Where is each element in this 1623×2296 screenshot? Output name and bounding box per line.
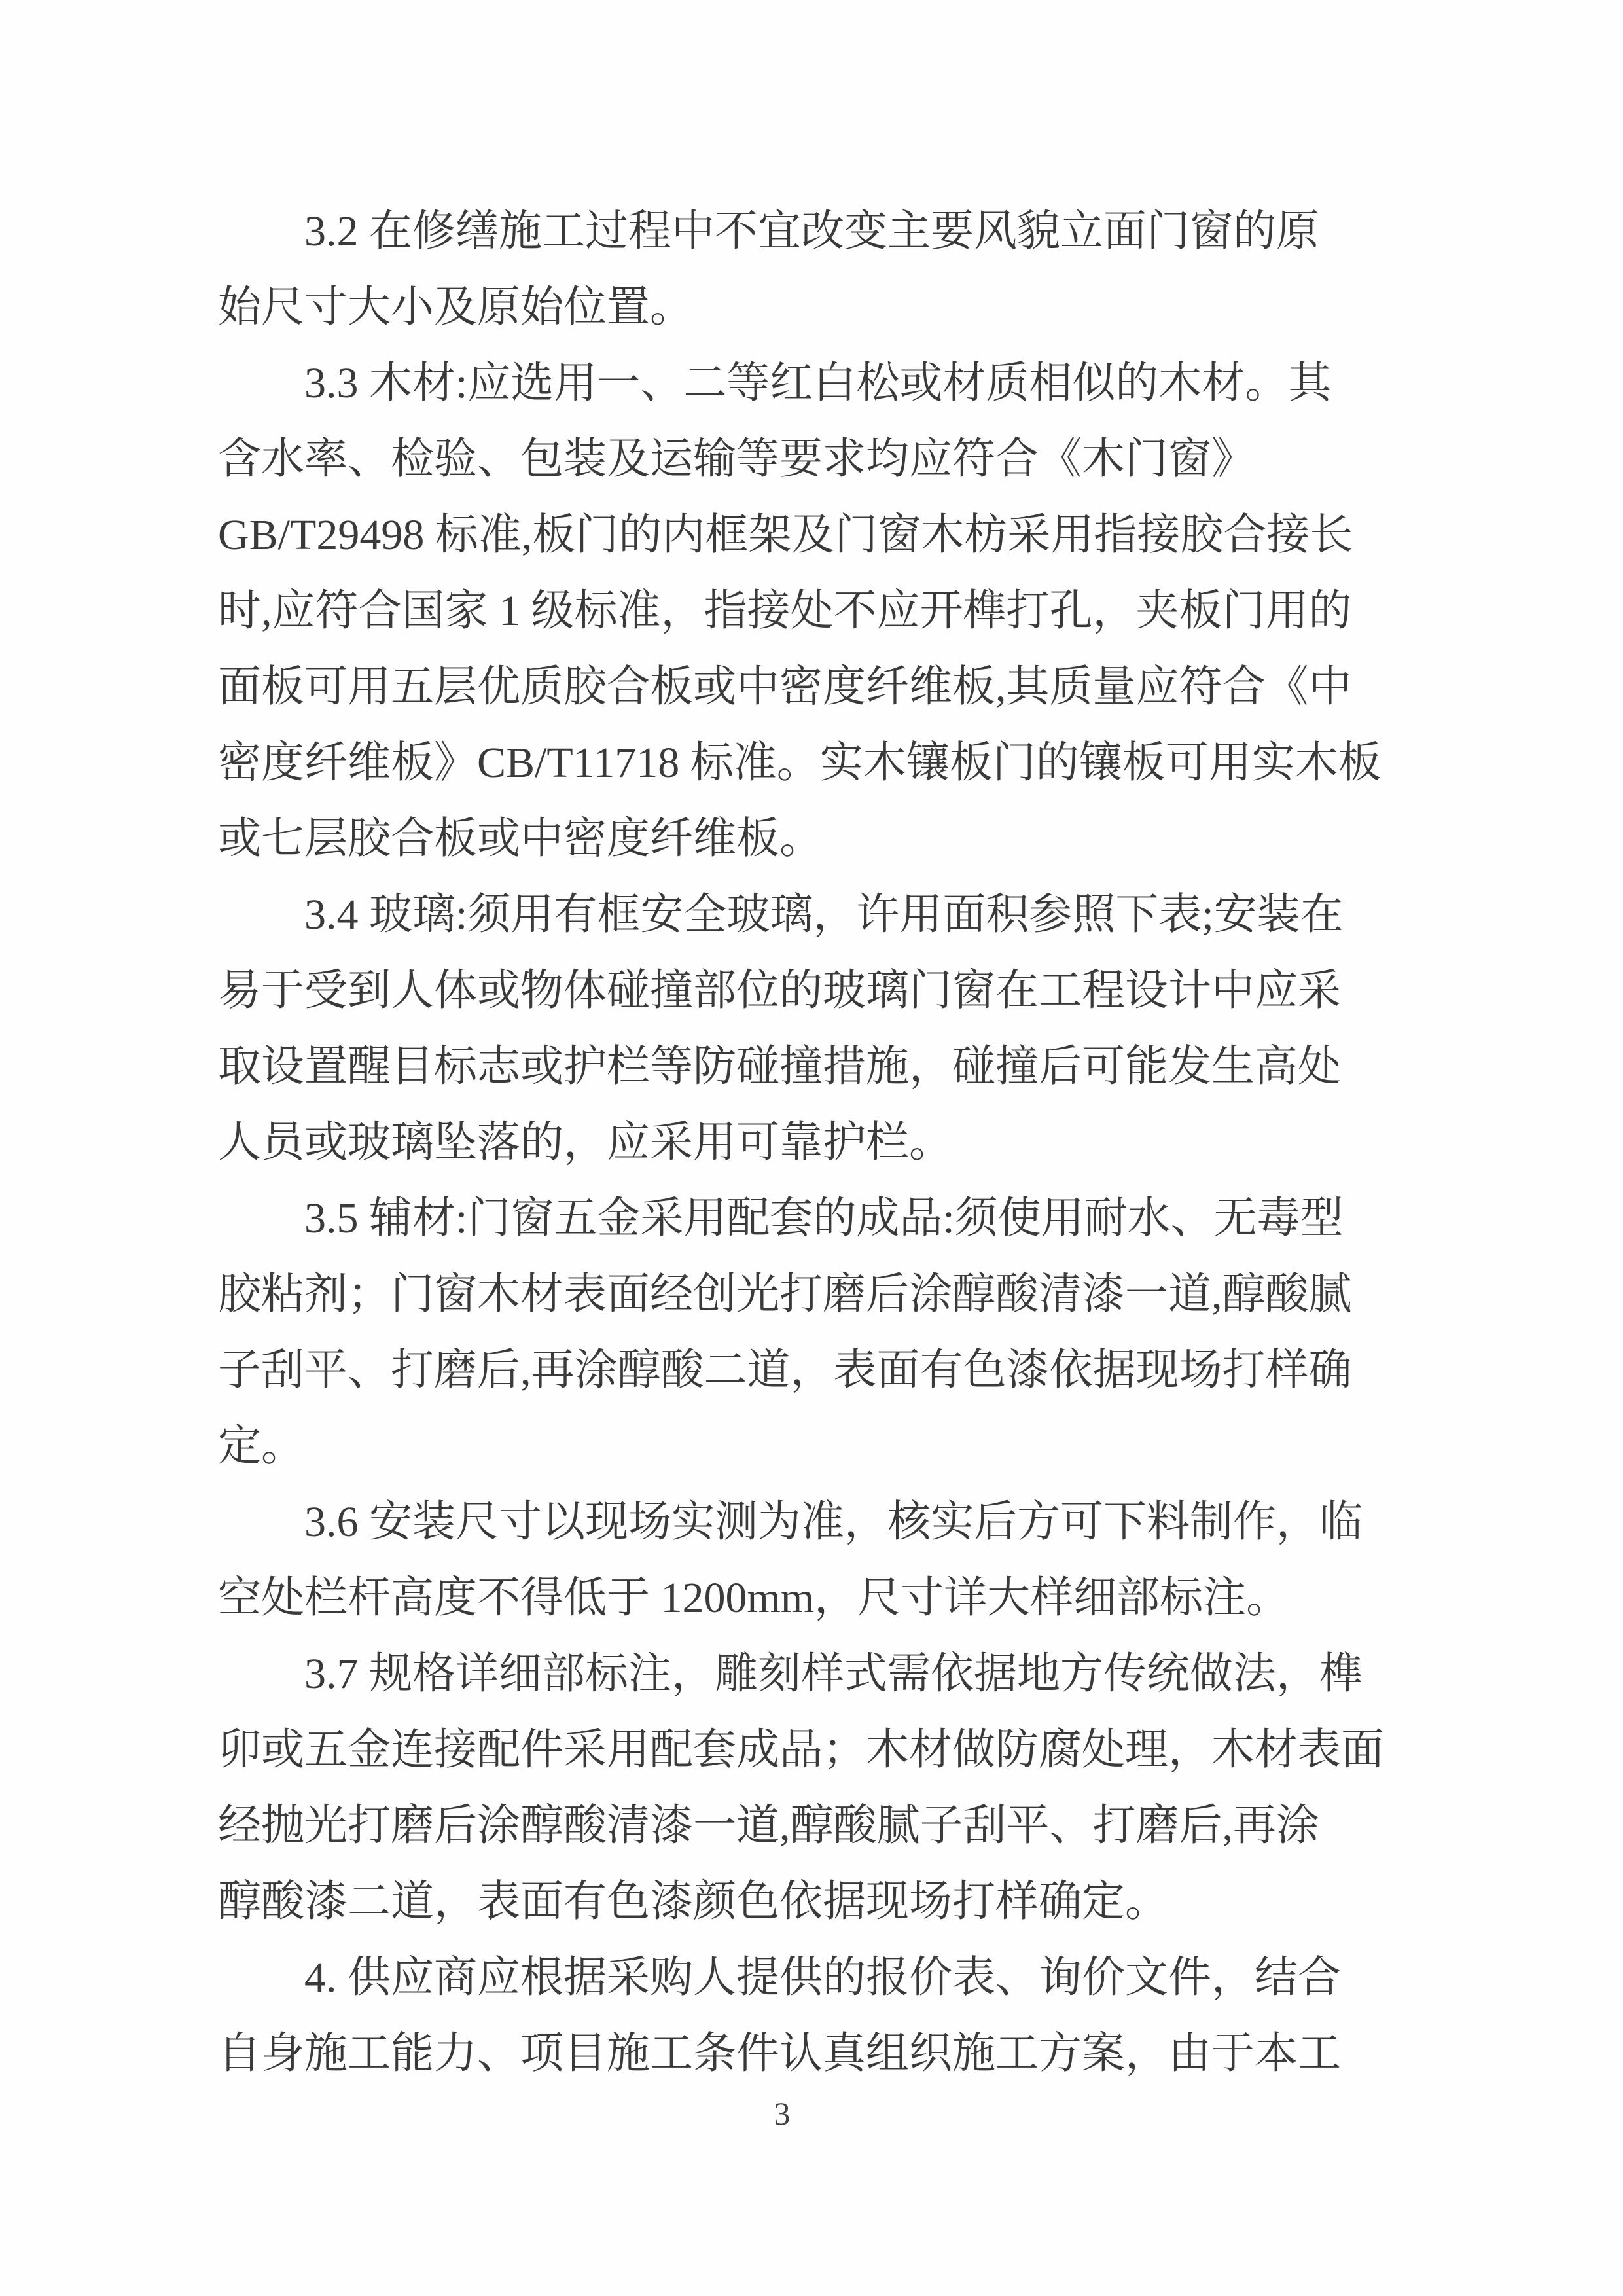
body-text	[218, 194, 1384, 2092]
text-line-14: 3.5 辅材:门窗五金采用配套的成品:须使用耐水、无毒型	[304, 1194, 1344, 1242]
text-line-24: 4. 供应商应根据采购人提供的报价表、询价文件，结合	[304, 1954, 1341, 2001]
text-line-12: 取设置醒目标志或护栏等防碰撞措施，碰撞后可能发生高处	[218, 1043, 1341, 1090]
text-line-13: 人员或玻璃坠落的，应采用可靠护栏。	[218, 1119, 952, 1166]
text-line-19: 空处栏杆高度不得低于 1200mm，尺寸详大样细部标注。	[218, 1574, 1290, 1622]
text-line-10: 3.4 玻璃:须用有框安全玻璃，许用面积参照下表;安装在	[304, 891, 1344, 939]
text-line-11: 易于受到人体或物体碰撞部位的玻璃门窗在工程设计中应采	[218, 967, 1341, 1014]
text-line-5: GB/T29498 标准,板门的内框架及门窗木枋采用指接胶合接长	[218, 511, 1353, 559]
text-line-9: 或七层胶合板或中密度纤维板。	[218, 815, 823, 863]
text-line-3: 3.3 木材:应选用一、二等红白松或材质相似的木材。其	[304, 359, 1332, 407]
text-line-1: 3.2 在修缮施工过程中不宜改变主要风貌立面门窗的原	[304, 207, 1319, 255]
text-line-17: 定。	[218, 1422, 304, 1470]
text-line-6: 时,应符合国家 1 级标准，指接处不应开榫打孔，夹板门用的	[218, 587, 1352, 635]
text-line-8: 密度纤维板》CB/T11718 标准。实木镶板门的镶板可用实木板	[218, 739, 1382, 787]
text-line-16: 子刮平、打磨后,再涂醇酸二道，表面有色漆依据现场打样确	[218, 1346, 1352, 1394]
text-line-4: 含水率、检验、包装及运输等要求均应符合《木门窗》	[218, 435, 1255, 483]
text-line-22: 经抛光打磨后涂醇酸清漆一道,醇酸腻子刮平、打磨后,再涂	[218, 1802, 1319, 1850]
text-line-21: 卯或五金连接配件采用配套成品；木材做防腐处理，木材表面	[218, 1726, 1384, 1774]
text-line-20: 3.7 规格详细部标注，雕刻样式需依据地方传统做法，榫	[304, 1650, 1363, 1698]
text-line-7: 面板可用五层优质胶合板或中密度纤维板,其质量应符合《中	[218, 663, 1352, 711]
text-line-25: 自身施工能力、项目施工条件认真组织施工方案，由于本工	[218, 2030, 1341, 2077]
text-line-15: 胶粘剂；门窗木材表面经创光打磨后涂醇酸清漆一道,醇酸腻	[218, 1270, 1352, 1318]
text-line-18: 3.6 安装尺寸以现场实测为准，核实后方可下料制作，临	[304, 1498, 1363, 1546]
text-line-23: 醇酸漆二道，表面有色漆颜色依据现场打样确定。	[218, 1878, 1168, 1926]
text-line-2: 始尺寸大小及原始位置。	[218, 283, 693, 331]
page-number: 3	[774, 2095, 791, 2132]
